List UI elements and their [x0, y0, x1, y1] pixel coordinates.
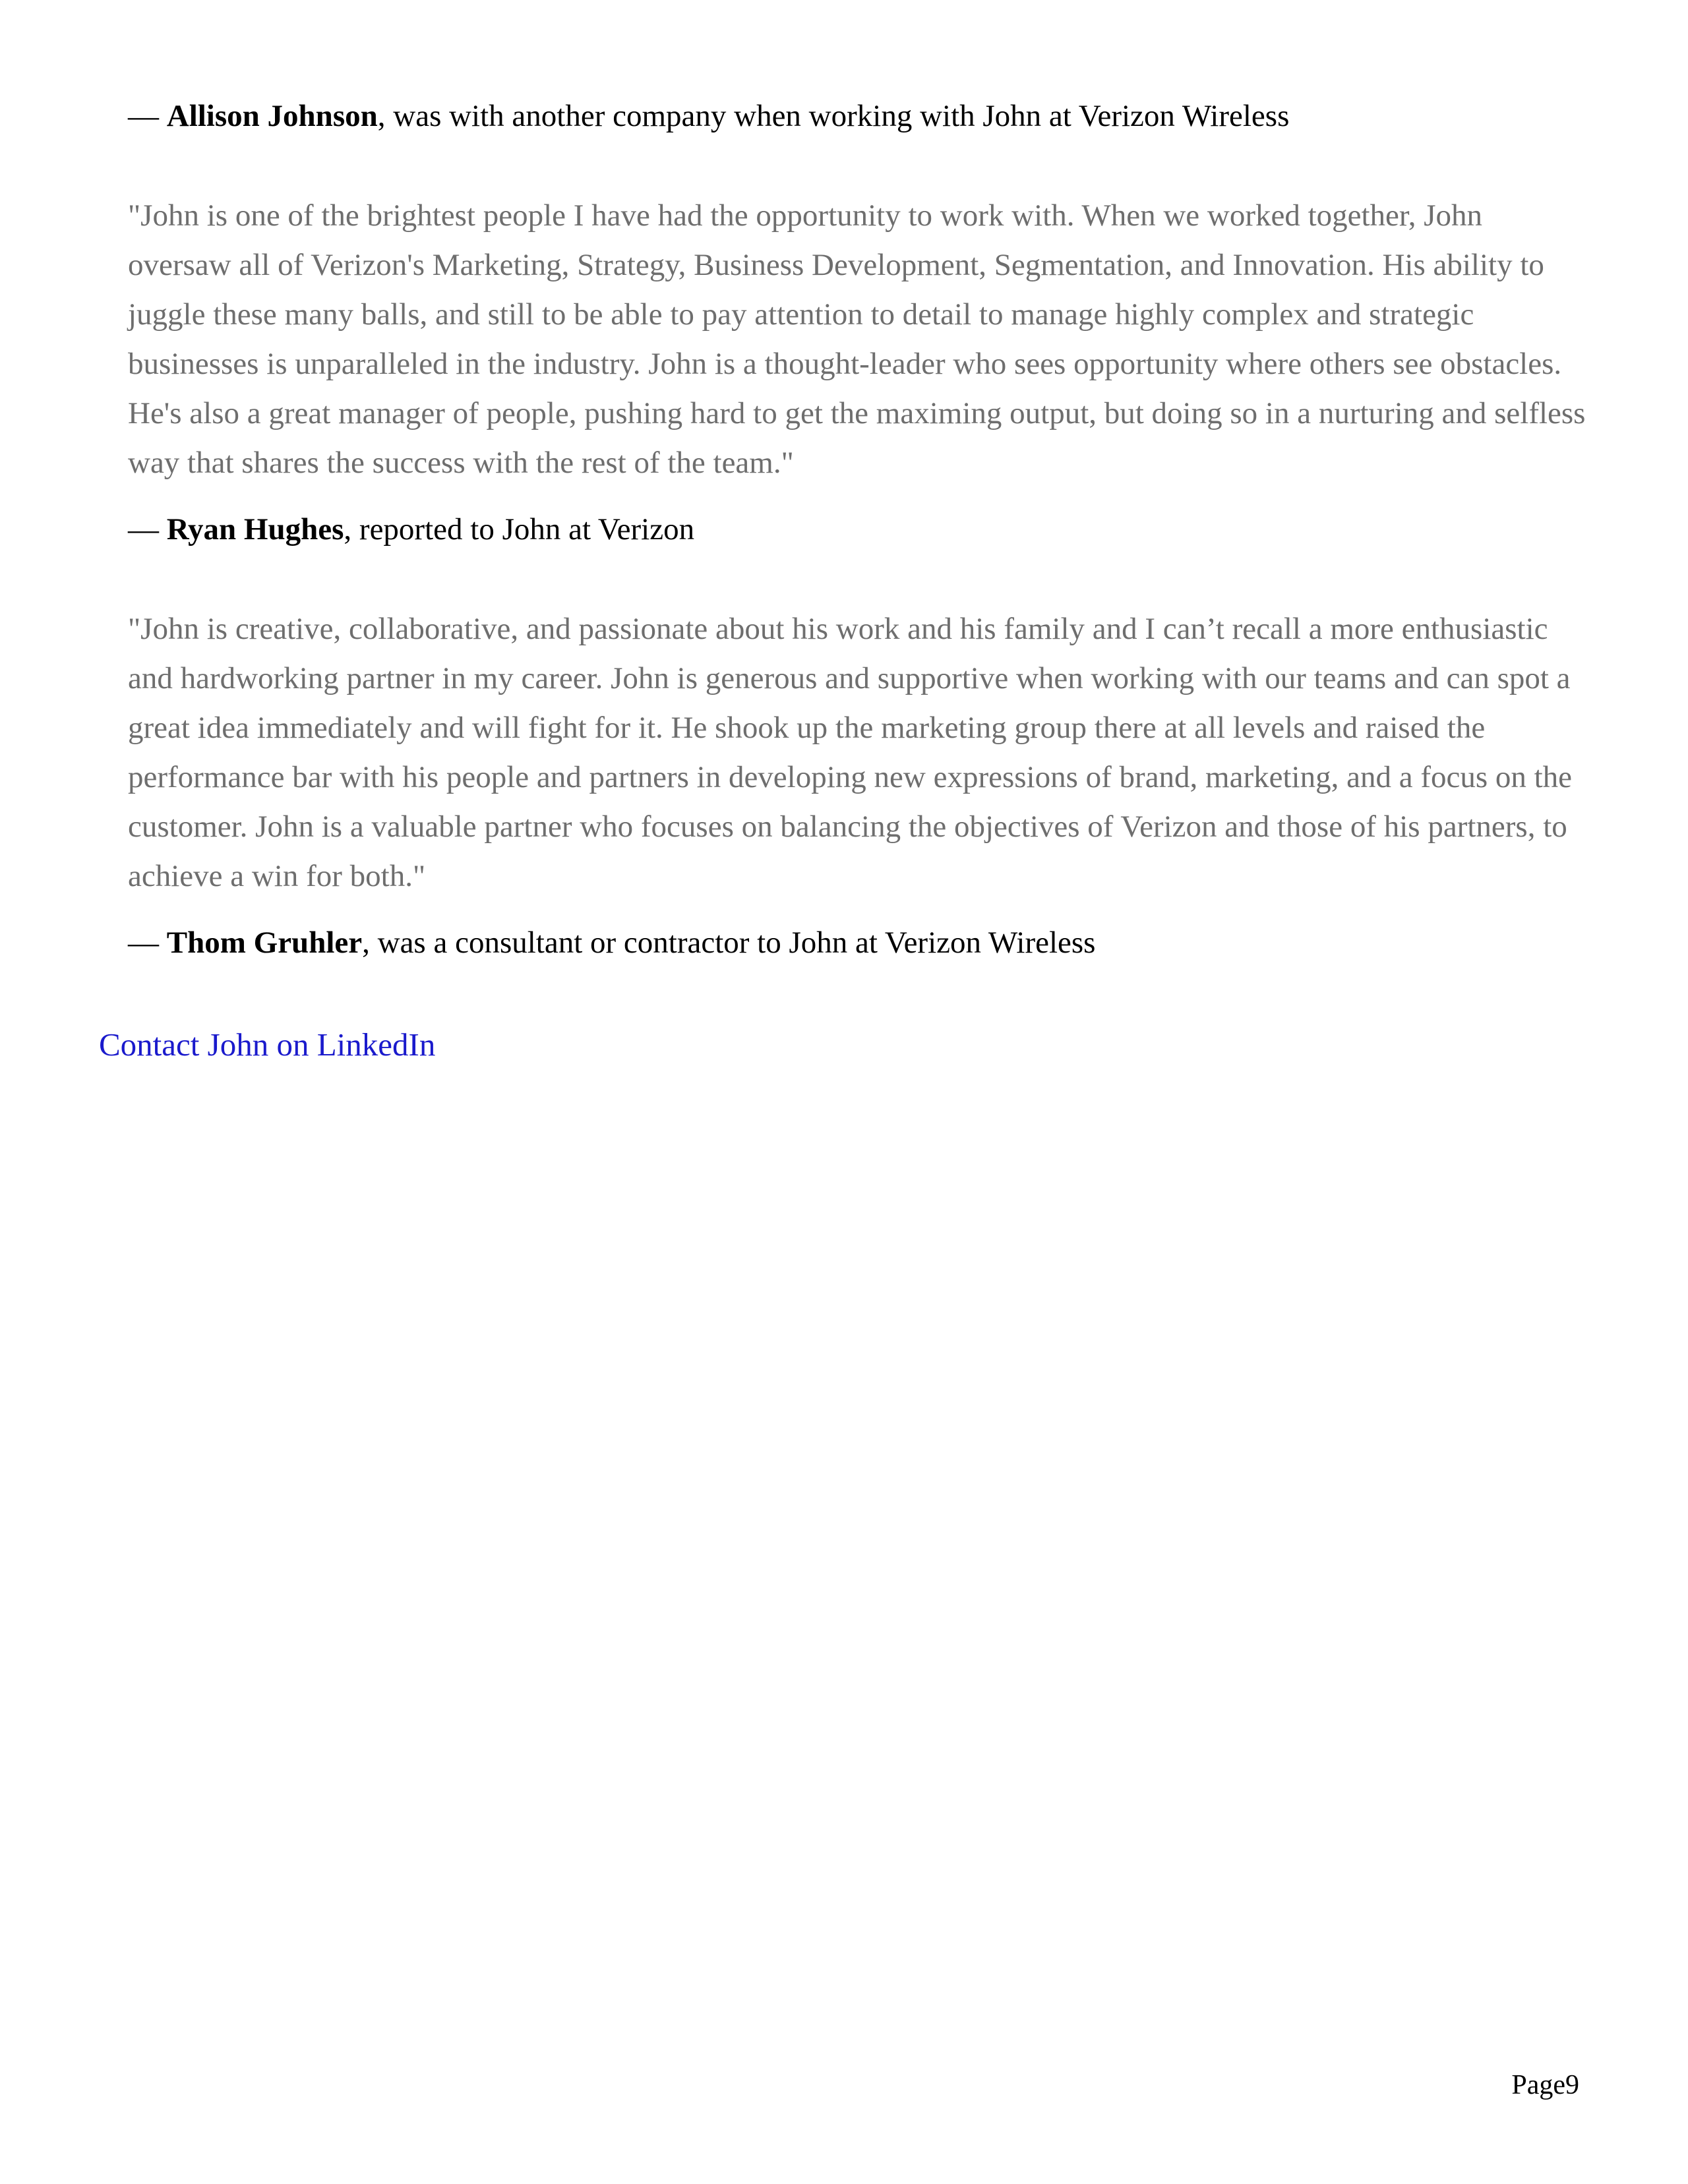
contact-linkedin-link[interactable]: Contact John on LinkedIn [99, 1026, 436, 1063]
attribution-name: Thom Gruhler [166, 926, 363, 960]
attribution-dash: — [128, 926, 167, 960]
testimonial-quote-ryan-hughes: "John is one of the brightest people I have had the opportunity to work with. When we worked together, John oversaw all of Verizon's Marketing, Strategy, Business Development, Segmentation, and Innovation. His ability to juggle these many balls, and still to be able to pay attention to detail to manage highly complex and strategic businesses is unparalleled in the industry. John is a thought-leader who sees opportunity where others see obstacles. He's also a great manager of people, pushing hard to get the maximing output, but doing so in a nurturing and selfless way that shares the success with the rest of the team." [128, 198, 1586, 480]
testimonial-attribution-allison-johnson [128, 96, 1605, 136]
attribution-name: Ryan Hughes [166, 512, 344, 546]
testimonial-attribution-thom-gruhler [128, 923, 1605, 962]
attribution-relation: , was a consultant or contractor to John at Verizon Wireless [362, 926, 1096, 960]
testimonial-quote-thom-gruhler: "John is creative, collaborative, and passionate about his work and his family and I can’t recall a more enthusiastic and hardworking partner in my career. John is generous and supportive when working with our teams and can spot a great idea immediately and will fight for it. He shook up the marketing group there at all levels and raised the performance bar with his people and partners in developing new expressions of brand, marketing, and a focus on the customer. John is a valuable partner who focuses on balancing the objectives of Verizon and those of his partners, to achieve a win for both." [128, 612, 1573, 893]
attribution-name: Allison Johnson [166, 99, 378, 133]
testimonial-attribution-ryan-hughes [128, 510, 1605, 549]
attribution-relation: , was with another company when working with John at Verizon Wireless [377, 99, 1290, 133]
attribution-relation: , reported to John at Verizon [344, 512, 695, 546]
page-number: Page9 [1511, 2070, 1579, 2100]
attribution-dash: — [128, 99, 167, 133]
attribution-dash: — [128, 512, 167, 546]
